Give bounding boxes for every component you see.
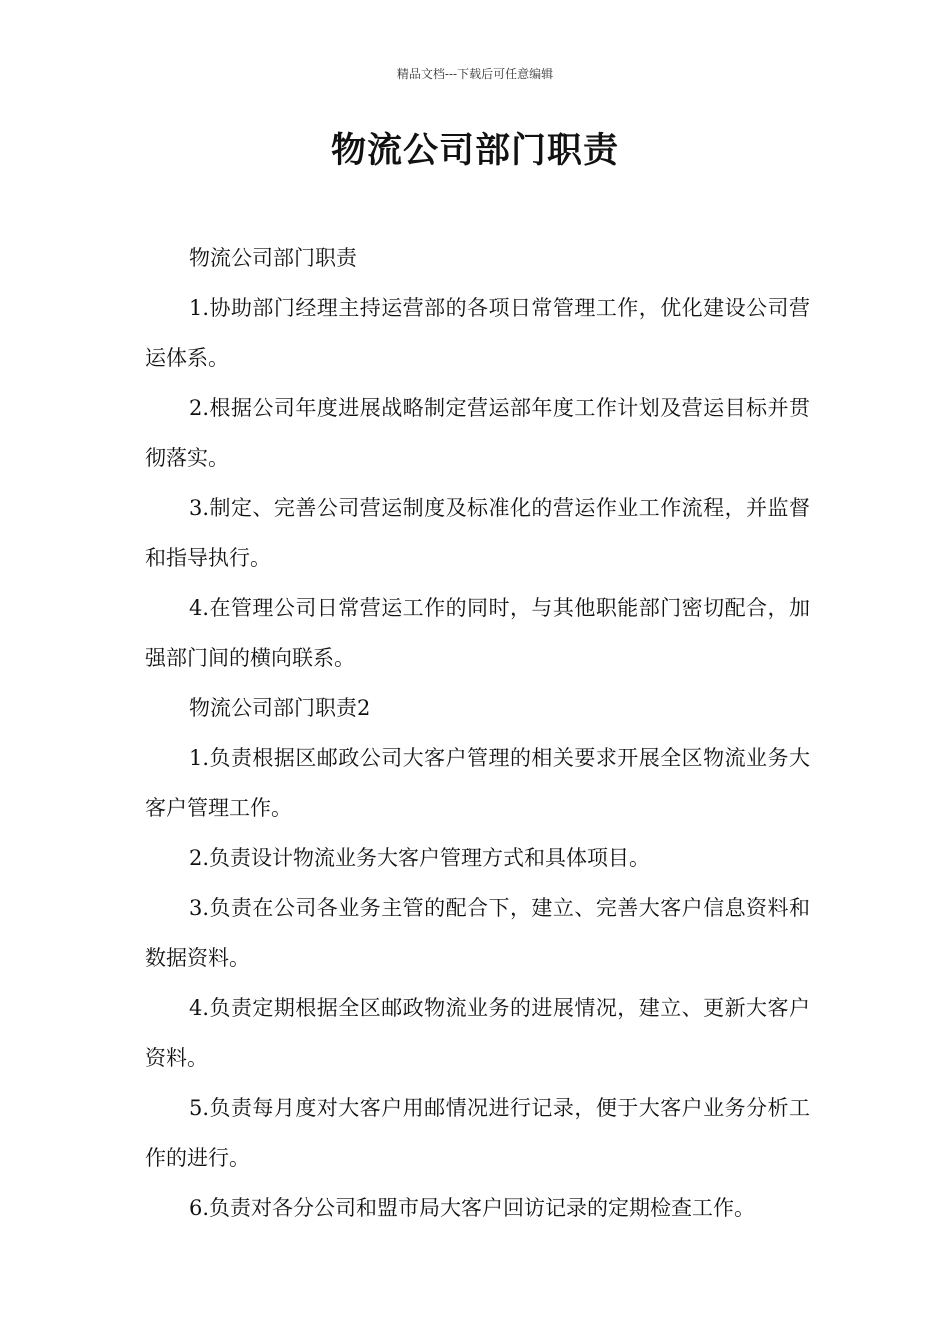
paragraph: 5.负责每月度对大客户用邮情况进行记录，便于大客户业务分析工作的进行。: [145, 1096, 810, 1170]
section-heading: 物流公司部门职责: [189, 246, 357, 270]
document-body: [145, 233, 810, 1233]
paragraph: 3.制定、完善公司营运制度及标准化的营运作业工作流程，并监督和指导执行。: [145, 496, 810, 570]
paragraph: 1.协助部门经理主持运营部的各项日常管理工作，优化建设公司营运体系。: [145, 296, 810, 370]
paragraph: 1.负责根据区邮政公司大客户管理的相关要求开展全区物流业务大客户管理工作。: [145, 746, 810, 820]
paragraph: 4.在管理公司日常营运工作的同时，与其他职能部门密切配合，加强部门间的横向联系。: [145, 596, 810, 670]
paragraph: 6.负责对各分公司和盟市局大客户回访记录的定期检查工作。: [189, 1196, 756, 1220]
document-title: 物流公司部门职责: [330, 131, 619, 171]
section-heading: 物流公司部门职责2: [189, 696, 371, 720]
paragraph: 4.负责定期根据全区邮政物流业务的进展情况，建立、更新大客户资料。: [145, 996, 810, 1070]
paragraph: 2.负责设计物流业务大客户管理方式和具体项目。: [189, 846, 651, 870]
header-note: 精品文档---下载后可任意编辑: [396, 67, 554, 81]
paragraph: 3.负责在公司各业务主管的配合下，建立、完善大客户信息资料和数据资料。: [145, 896, 810, 970]
paragraph: 2.根据公司年度进展战略制定营运部年度工作计划及营运目标并贯彻落实。: [145, 396, 810, 470]
